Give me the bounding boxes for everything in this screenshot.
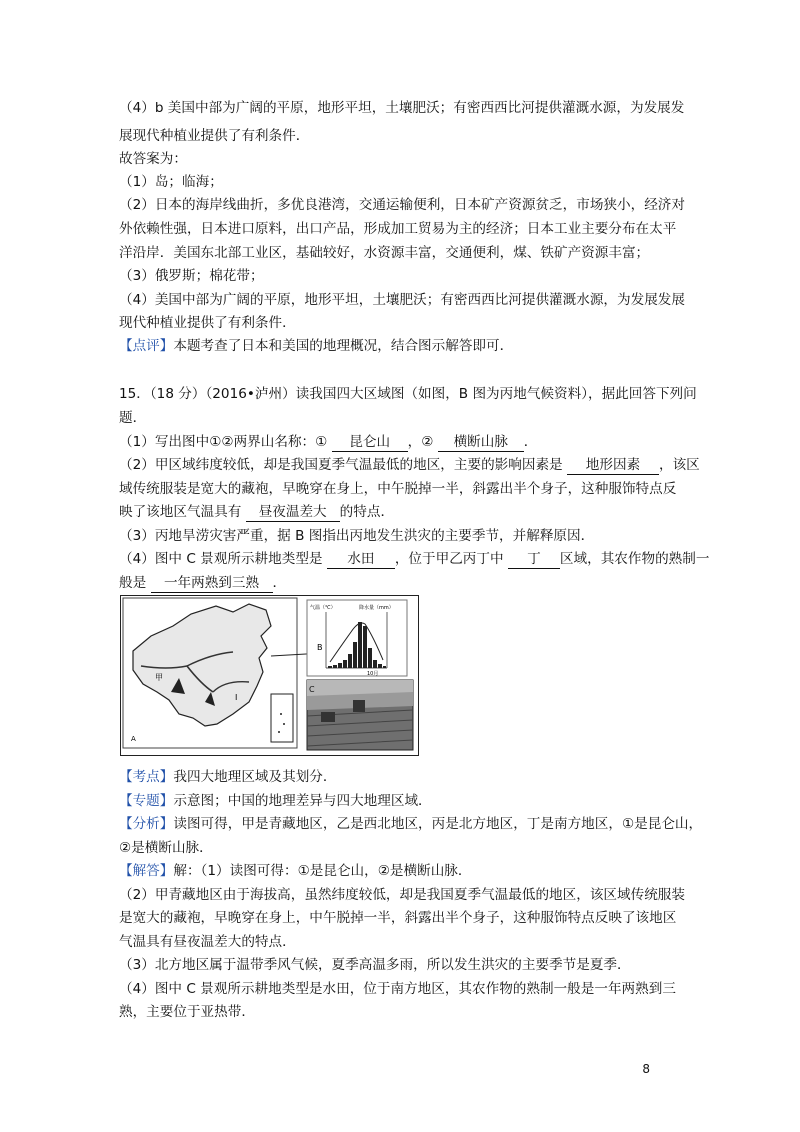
text-line: （2）甲青藏地区由于海拔高，虽然纬度较低，却是我国夏季气温最低的地区，该区域传统服装 [119, 887, 685, 903]
answer-blank: 昼夜温差大 [246, 504, 340, 522]
text: 区域，其农作物的熟制一 [559, 551, 710, 567]
comment-text: 本题考查了日本和美国的地理概况，结合图示解答即可． [173, 338, 514, 354]
label-c: C [309, 685, 315, 694]
text-line: 气温具有昼夜温差大的特点． [119, 934, 296, 950]
text: 解：（1）读图可得：①是昆仑山，②是横断山脉． [173, 863, 472, 879]
text-line: 是宽大的藏袍，早晚穿在身上，中午脱掉一半，斜露出半个身子，这种服饰特点反映了该地区 [119, 910, 677, 926]
climate-x-label: 10月 [367, 671, 379, 677]
answer-blank: 横断山脉 [438, 434, 524, 452]
question-part-3: （3）丙地旱涝灾害严重，据 B 图指出丙地发生洪灾的主要季节，并解释原因． [119, 528, 595, 544]
text: 般是 [119, 575, 147, 591]
text: 我四大地理区域及其划分． [173, 769, 337, 785]
text: 映了该地区气温具有 [119, 504, 242, 520]
question-part-4 [119, 549, 709, 569]
text: （1）写出图中①②两界山名称：① [119, 434, 328, 450]
comment-line [119, 336, 513, 356]
text-line: ②是横断山脉． [119, 840, 213, 856]
map-label-jia: 甲 [155, 673, 163, 682]
climate-right-title: 降水量（mm） [359, 605, 394, 611]
analysis-line [119, 814, 702, 834]
analysis-line [119, 861, 471, 881]
text: ． [272, 575, 287, 591]
question-part-1 [119, 432, 537, 452]
text: 的特点． [339, 504, 395, 520]
map-label-i: I [235, 693, 238, 702]
text-line: 故答案为： [119, 151, 187, 167]
text-line: 题． [119, 410, 147, 426]
text-line: （3）俄罗斯；棉花带； [119, 268, 264, 284]
answer-blank: 丁 [508, 551, 560, 569]
climate-left-title: 气温（℃） [310, 605, 336, 611]
text-line: （2）日本的海岸线曲折，多优良港湾，交通运输便利，日本矿产资源贫乏，市场狭小，经济对 [119, 197, 685, 213]
analysis-line [119, 767, 337, 787]
zhuanti-tag: 【专题】 [119, 793, 174, 809]
figure-svg [121, 596, 418, 755]
text-line: （1）岛；临海； [119, 174, 223, 190]
svg-text:A: A [131, 735, 136, 743]
text-line: （4）b 美国中部为广阔的平原，地形平坦，土壤肥沃；有密西西比河提供灌溉水源，为发展发 [119, 100, 685, 116]
text-line: 展现代种植业提供了有利条件． [119, 128, 310, 144]
text-line: 外依赖性强，日本进口原料，出口产品，形成加工贸易为主的经济；日本工业主要分布在太平 [119, 221, 677, 237]
text-line: 洋沿岸．美国东北部工业区，基础较好，水资源丰富，交通便利，煤、铁矿产资源丰富； [119, 245, 650, 261]
label-b: B [317, 643, 323, 652]
text: 读图可得，甲是青藏地区，乙是西北地区，丙是北方地区，丁是南方地区，①是昆仑山， [173, 816, 703, 832]
text-line: 域传统服装是宽大的藏袍，早晚穿在身上，中午脱掉一半，斜露出半个身子，这种服饰特点反 [119, 481, 677, 497]
text-line [119, 573, 286, 593]
south-sea-inset [271, 694, 293, 742]
text: ． [523, 434, 538, 450]
text: （2）甲区域纬度较低，却是我国夏季气温最低的地区，主要的影响因素是 [119, 457, 563, 473]
text: 示意图；中国的地理差异与四大地理区域． [173, 793, 432, 809]
answer-blank: 一年两熟到三熟 [151, 575, 273, 593]
china-regions-figure [120, 595, 419, 756]
text-line [119, 502, 394, 522]
comment-tag: 【点评】 [119, 338, 174, 354]
text-line: 熟，主要位于亚热带． [119, 1004, 255, 1020]
analysis-line [119, 791, 432, 811]
answer-blank: 昆仑山 [332, 434, 408, 452]
text: （4）图中 C 景观所示耕地类型是 [119, 551, 323, 567]
text: ，② [407, 434, 434, 450]
text-line: （3）北方地区属于温带季风气候，夏季高温多雨，所以发生洪灾的主要季节是夏季． [119, 957, 631, 973]
question-title: 15．（18 分）（2016•泸州）读我国四大区域图（如图，B 图为丙地气候资料），据此回答下列问 [119, 386, 697, 402]
text: ，该区 [658, 457, 700, 473]
jieda-tag: 【解答】 [119, 863, 174, 879]
answer-blank: 地形因素 [567, 457, 659, 475]
answer-blank: 水田 [327, 551, 395, 569]
text-line: （4）图中 C 景观所示耕地类型是水田，位于南方地区，其农作物的熟制一般是一年两熟到三 [119, 981, 676, 997]
text-line: 现代种植业提供了有利条件． [119, 315, 296, 331]
kaodian-tag: 【考点】 [119, 769, 174, 785]
page-number: 8 [642, 1062, 650, 1076]
question-part-2 [119, 455, 700, 475]
text-line: （4）美国中部为广阔的平原，地形平坦，土壤肥沃；有密西西比河提供灌溉水源，为发展发展 [119, 292, 685, 308]
text: ，位于甲乙丙丁中 [394, 551, 504, 567]
fenxi-tag: 【分析】 [119, 816, 174, 832]
